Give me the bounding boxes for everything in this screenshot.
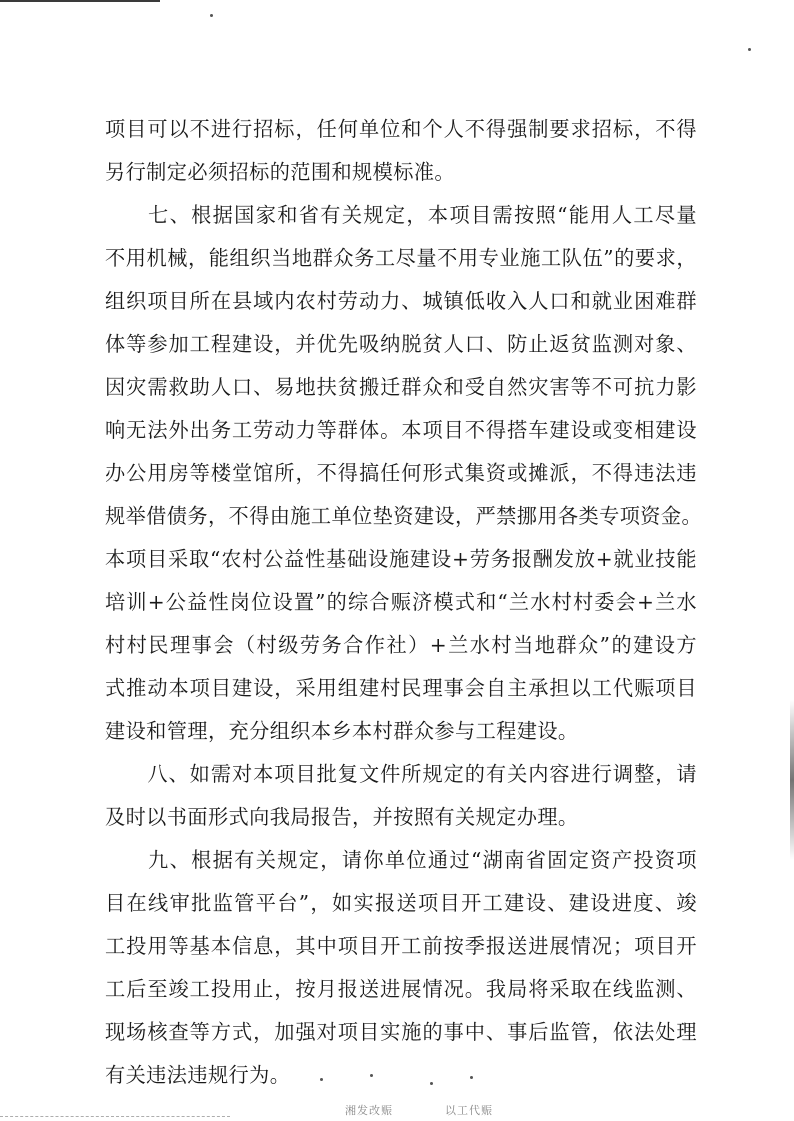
scan-edge-right (790, 700, 794, 860)
text-line: 因灾需救助人口、易地扶贫搬迁群众和受自然灾害等不可抗力影 (105, 375, 697, 399)
scan-speck (748, 48, 751, 51)
text-line: 有关违法违规行为。 (105, 1063, 291, 1087)
text-line: 本项目采取“农村公益性基础设施建设+劳务报酬发放+就业技能 (105, 547, 697, 571)
stamp-fragment-left: 湘发改赈 (345, 1104, 393, 1117)
text-line: 建设和管理，充分组织本乡本村群众参与工程建设。 (105, 719, 579, 743)
text-line: 村村民理事会（村级劳务合作社）+兰水村当地群众”的建设方 (105, 633, 697, 657)
stamp-fragment-right: 以工代赈 (445, 1104, 493, 1117)
text-line: 项目可以不进行招标，任何单位和个人不得强制要求招标，不得 (105, 117, 697, 141)
footer-scan-marks (0, 1068, 794, 1121)
text-line: 响无法外出务工劳动力等群体。本项目不得搭车建设或变相建设 (105, 418, 697, 442)
text-line: 培训+公益性岗位设置”的综合赈济模式和“兰水村村委会+兰水 (105, 590, 697, 614)
scan-speck (430, 1082, 433, 1085)
text-line: 工投用等基本信息，其中项目开工前按季报送进展情况；项目开 (105, 934, 697, 958)
text-line: 八、如需对本项目批复文件所规定的有关内容进行调整，请 (105, 762, 697, 786)
document-body (105, 108, 703, 1097)
text-line: 七、根据国家和省有关规定，本项目需按照“能用人工尽量 (105, 203, 697, 227)
text-line: 工后至竣工投用止，按月报送进展情况。我局将采取在线监测、 (105, 977, 697, 1001)
scan-speck (470, 1076, 473, 1079)
text-line: 九、根据有关规定，请你单位通过“湖南省固定资产投资项 (105, 848, 697, 872)
text-line: 另行制定必须招标的范围和规模标准。 (105, 160, 455, 184)
text-line: 式推动本项目建设，采用组建村民理事会自主承担以工代赈项目 (105, 676, 697, 700)
text-line: 组织项目所在县域内农村劳动力、城镇低收入人口和就业困难群 (105, 289, 697, 313)
scan-speck (210, 14, 213, 17)
text-line: 不用机械，能组织当地群众务工尽量不用专业施工队伍”的要求， (105, 246, 697, 270)
scan-speck (370, 1074, 373, 1077)
text-line: 及时以书面形式向我局报告，并按照有关规定办理。 (105, 805, 579, 829)
text-line: 目在线审批监管平台”，如实报送项目开工建设、建设进度、竣 (105, 891, 697, 915)
scan-bottom-dash (0, 1115, 230, 1117)
text-line: 体等参加工程建设，并优先吸纳脱贫人口、防止返贫监测对象、 (105, 332, 697, 356)
scan-edge-top (0, 0, 160, 2)
text-line: 规举借债务，不得由施工单位垫资建设，严禁挪用各类专项资金。 (105, 504, 703, 528)
text-line: 现场核查等方式，加强对项目实施的事中、事后监管，依法处理 (105, 1020, 697, 1044)
text-line: 办公用房等楼堂馆所，不得搞任何形式集资或摊派，不得违法违 (105, 461, 697, 485)
scan-speck (320, 1078, 323, 1081)
